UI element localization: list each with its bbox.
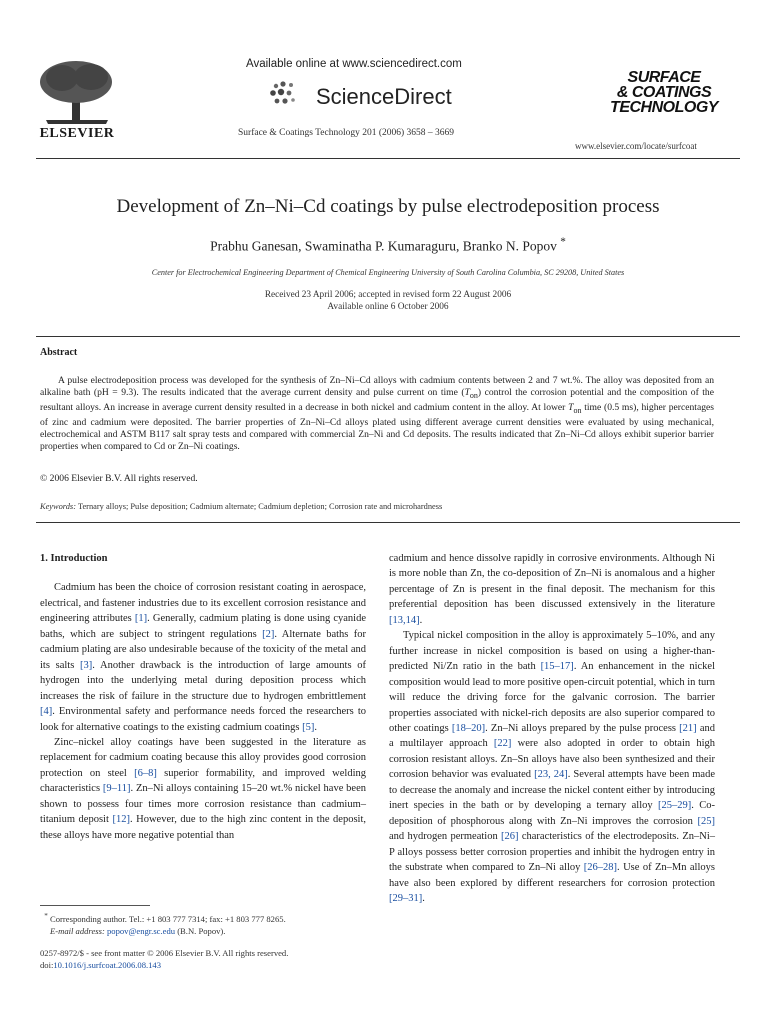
paragraph-text: . Co-deposition of phosphorous along with Zn–Ni improves the corrosion <box>389 800 715 827</box>
paragraph-text: . However, due to the high zinc content in the deposit, these alloys have more negative potential than <box>40 814 367 841</box>
journal-citation: Surface & Coatings Technology 201 (2006) 3658 – 3669 <box>238 128 455 138</box>
corresponding-author-note <box>40 910 370 925</box>
paragraph-text: . Generally, cadmium plating is done using cyanide baths, which are subject to stringent regulations <box>40 613 367 640</box>
ton-subscript: on <box>469 391 478 400</box>
email-label: E-mail address: <box>50 925 105 936</box>
email-line <box>40 925 370 937</box>
reference-link[interactable]: [18–20] <box>451 722 486 734</box>
paragraph-text: . Environmental safety and performance needs forced the researchers to look for alternative coatings to the existing cadmium coatings <box>40 706 366 733</box>
reference-link[interactable]: [23, 24] <box>534 769 568 781</box>
abstract-part: time (0.5 ms), higher percentages of zinc and cadmium were deposited. The barrier properties of Zn–Ni–Cd alloys plated using different average current densities were evaluated by using mechanical, electrochemical and ASTM B117 salt spray tests and compared with commercial Zn–Ni and Cd deposits. The results indicated that Zn–Ni–Cd alloys exhibit superior barrier properties when compared to Cd or Zn–Ni coatings. <box>40 402 714 453</box>
section-heading: 1. Introduction <box>40 553 108 564</box>
dates <box>36 289 740 313</box>
journal-url-link[interactable]: www.elsevier.com/locate/surfcoat <box>575 141 697 151</box>
header-divider <box>36 158 740 159</box>
reference-link[interactable]: [1] <box>134 613 148 625</box>
abstract-top-divider <box>36 336 740 337</box>
paragraph-text: . Alternate baths for cadmium plating are also undesirable because of the toxicity of the metal and its salts <box>40 628 367 671</box>
reference-link[interactable]: [9–11] <box>102 783 131 795</box>
paragraph-text: . Use of Zn–Mn alloys have also been explored by different researchers for corrosion protection <box>389 862 715 889</box>
paragraph-text: Typical nickel composition in the alloy is approximately 5–10%, and any further increase in nickel composition is based on using a higher-than-predicted Ni/Zn ratio in the bath <box>389 630 715 673</box>
front-matter <box>40 947 370 971</box>
paragraph-text: were also adopted in order to obtain high corrosion resistant alloys. Zn–Sn alloys have also been synthesized and their corrosion behavior was evaluated <box>389 738 715 781</box>
issn-line: 0257-8972/$ - see front matter © 2006 Elsevier B.V. All rights reserved. <box>40 948 289 958</box>
email-link[interactable]: popov@engr.sc.edu <box>106 925 176 936</box>
reference-link[interactable]: [22] <box>493 738 512 750</box>
doi-line <box>40 959 370 971</box>
paragraph-text: . Zn–Ni alloys containing 15–20 wt.% nickel have been shown to possess four times more corrosion resistance than cadmium–titanium deposit <box>40 783 366 826</box>
journal-logo-line: TECHNOLOGY <box>610 99 718 116</box>
reference-link[interactable]: [3] <box>80 659 93 671</box>
authors-text: Prabhu Ganesan, Swaminatha P. Kumaraguru, Branko N. Popov <box>210 238 557 254</box>
paragraph-text: . <box>314 721 318 733</box>
paragraph-text: . Another drawback is the introduction of large amounts of hydrogen into the underlying metal during deposition process which increases the risk of failure in the structure due to hydrogen embrittlement <box>40 659 367 702</box>
paragraph-text: Cadmium has been the choice of corrosion resistant coating in aerospace, electrical, and fastener industries due to its excellent corrosion resistance and engineering attributes <box>40 582 366 625</box>
paragraph-text: cadmium and hence dissolve rapidly in corrosive environments. Although Ni is more noble than Zn, the co-deposition of Zn–Ni is anomalous and a higher percentage of Zn is present in the final deposit. The mechanism for this preferential deposition has been discussed extensively in the literature <box>389 553 715 611</box>
paragraph <box>40 735 366 843</box>
publisher-name: ELSEVIER <box>39 126 115 141</box>
received-date: Received 23 April 2006; accepted in revised form 22 August 2006 <box>264 290 512 300</box>
reference-link[interactable]: [25–29] <box>658 800 692 812</box>
reference-link[interactable]: [26] <box>501 831 519 843</box>
paragraph <box>40 580 366 735</box>
paragraph-text: . An enhancement in the nickel composition would lead to more positive open-circuit potential, which in turn will reduce the driving force for the galvanic corrosion. The barrier properties associated with nickel-rich deposits are also superior compared to other coatings <box>389 661 715 734</box>
paragraph-text: . Several attempts have been made to decrease the anomaly and increase the nickel content either by introducing inert species in the bath or by developing a ternary alloy <box>389 769 715 812</box>
keywords-divider <box>36 522 740 523</box>
paragraph-text: and hydrogen permeation <box>389 831 502 843</box>
doi-label: doi: <box>40 960 54 970</box>
keywords-text: Ternary alloys; Pulse deposition; Cadmium alternate; Cadmium depletion; Corrosion rate and microhardness <box>77 502 443 511</box>
keywords <box>40 502 442 511</box>
abstract-part: ) control the corrosion potential and the composition of the resultant alloys. An increase in average current density resulted in a decrease in both nickel and cadmium content in the alloy. At lower <box>40 387 714 414</box>
reference-link[interactable]: [6–8] <box>134 767 157 779</box>
reference-link[interactable]: [5] <box>302 721 315 733</box>
right-column <box>389 551 715 906</box>
ton-subscript: on <box>573 406 582 415</box>
paragraph <box>389 551 715 628</box>
reference-link[interactable]: [2] <box>262 628 275 640</box>
abstract-copyright: © 2006 Elsevier B.V. All rights reserved. <box>40 473 198 484</box>
paragraph-text: characteristics of the electrodeposits. Zn–Ni–P alloys possess better corrosion properties and inhibit the hydrogen entry in the substrate when compared to Zn–Ni alloy <box>389 831 716 874</box>
reference-link[interactable]: [12] <box>112 814 130 826</box>
reference-link[interactable]: [25] <box>697 815 715 827</box>
abstract-heading: Abstract <box>40 347 78 358</box>
paragraph-text: . Zn–Ni alloys prepared by the pulse process <box>485 722 680 734</box>
footnote <box>40 910 370 937</box>
footnote-text: Corresponding author. Tel.: +1 803 777 7314; fax: +1 803 777 8265. <box>50 913 286 924</box>
ton-symbol: T <box>568 402 574 414</box>
paragraph-text: superior formability, and improved welding characteristics <box>40 767 366 795</box>
paragraph <box>389 628 715 906</box>
footnote-divider <box>40 905 150 906</box>
affiliation: Center for Electrochemical Engineering Department of Chemical Engineering University of South Carolina Columbia, SC 29208, United States <box>151 268 625 277</box>
corresponding-author-mark[interactable]: * <box>560 236 566 248</box>
reference-link[interactable]: [4] <box>40 706 53 718</box>
email-tail: (B.N. Popov). <box>175 925 226 936</box>
reference-link[interactable]: [15–17] <box>540 661 574 673</box>
paragraph-text: . <box>419 614 423 626</box>
keywords-label: Keywords: <box>40 502 76 511</box>
abstract-part: A pulse electrodeposition process was developed for the synthesis of Zn–Ni–Cd alloys with cadmium contents between 2 and 7 wt.%. The alloy was deposited from an alkaline bath (pH = 9.3). The results indicated that the average current density and pulse current on time ( <box>40 375 714 399</box>
reference-link[interactable]: [26–28] <box>583 862 618 874</box>
doi-link[interactable]: 10.1016/j.surfcoat.2006.08.143 <box>53 960 162 970</box>
ton-symbol: T <box>464 387 470 399</box>
sciencedirect-wordmark: ScienceDirect <box>316 84 452 109</box>
paragraph-text: . <box>422 892 425 904</box>
journal-logo-line: & COATINGS <box>616 84 712 101</box>
article-title: Development of Zn–Ni–Cd coatings by pulse electrodeposition process <box>116 196 660 217</box>
journal-logo <box>604 70 724 115</box>
left-column <box>40 551 366 843</box>
paragraph-text: Zinc–nickel alloy coatings have been suggested in the literature as replacement for cadmium coating because this alloy provides good corrosion protection on steel <box>40 736 366 779</box>
abstract-text <box>40 375 714 453</box>
paragraph-text: and a multilayer approach <box>389 722 715 750</box>
available-online-link[interactable]: Available online at www.sciencedirect.com <box>246 58 462 70</box>
journal-logo-line: SURFACE <box>627 69 701 86</box>
reference-link[interactable]: [29–31] <box>389 892 423 904</box>
footnote-mark: * <box>44 912 48 920</box>
reference-link[interactable]: [13,14] <box>389 614 420 626</box>
author-list <box>36 236 740 255</box>
available-date: Available online 6 October 2006 <box>327 302 449 312</box>
reference-link[interactable]: [21] <box>679 722 697 734</box>
